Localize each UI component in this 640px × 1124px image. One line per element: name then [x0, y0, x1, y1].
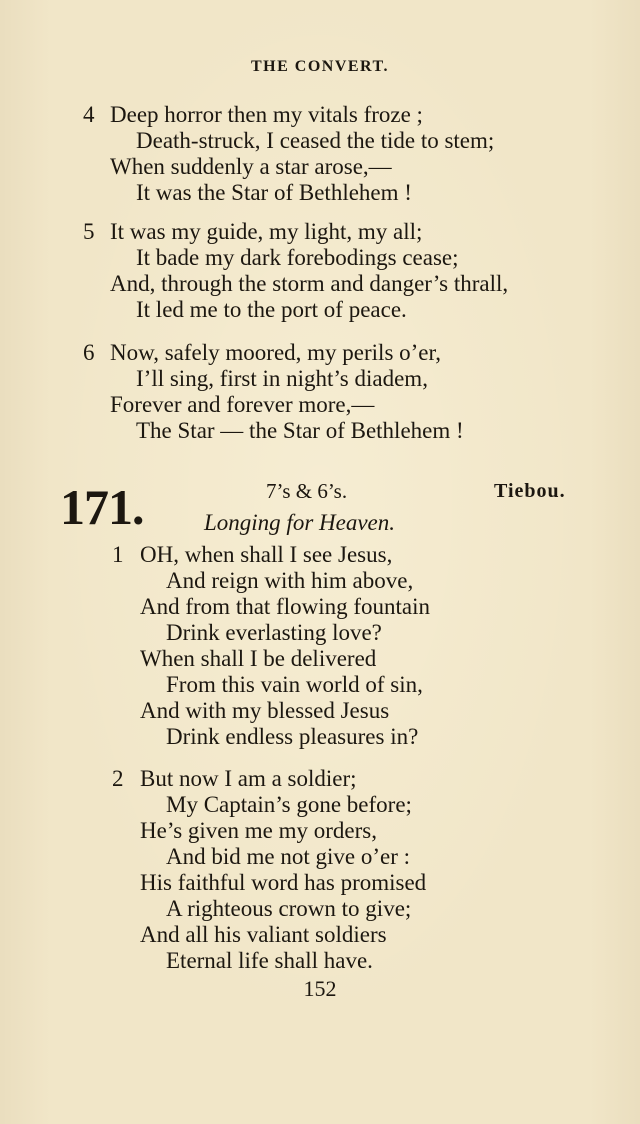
stanza-number: 5 — [83, 219, 95, 244]
verse-line: And reign with him above, — [166, 568, 414, 593]
stanza-number: 1 — [112, 542, 124, 567]
verse-line: When suddenly a star arose,— — [110, 154, 392, 179]
verse-line: And bid me not give o’er : — [166, 844, 411, 869]
hymn-title: Longing for Heaven. — [204, 510, 396, 535]
verse-line: Now, safely moored, my perils o’er, — [110, 340, 441, 365]
verse-line: A righteous crown to give; — [166, 896, 412, 921]
verse-line: And from that flowing fountain — [140, 594, 431, 619]
hymn-tune: Tiebou. — [494, 480, 566, 502]
verse-line: When shall I be delivered — [140, 646, 377, 671]
page-number: 152 — [303, 976, 337, 1001]
hymn-meter: 7’s & 6’s. — [266, 479, 348, 503]
verse-line: It was my guide, my light, my all; — [110, 219, 423, 244]
stanza-number: 6 — [83, 340, 95, 365]
hymn-number: 171. — [60, 479, 144, 535]
verse-line: From this vain world of sin, — [166, 672, 423, 697]
verse-line: But now I am a soldier; — [140, 766, 357, 791]
verse-line: OH, when shall I see Jesus, — [140, 542, 393, 567]
verse-line: It bade my dark forebodings cease; — [136, 245, 459, 270]
running-title: THE CONVERT. — [250, 58, 390, 75]
verse-line: He’s given me my orders, — [140, 818, 377, 843]
verse-line: My Captain’s gone before; — [166, 792, 412, 817]
verse-line: I’ll sing, first in night’s diadem, — [136, 366, 428, 391]
verse-line: Drink endless pleasures in? — [166, 724, 419, 749]
verse-line: The Star — the Star of Bethlehem ! — [136, 418, 464, 443]
verse-line: It led me to the port of peace. — [136, 297, 407, 322]
verse-line: And all his valiant soldiers — [140, 922, 387, 947]
stanza-number: 2 — [112, 766, 124, 791]
verse-line: And, through the storm and danger’s thrall, — [110, 271, 509, 296]
stanza-number: 4 — [83, 102, 95, 127]
verse-line: Eternal life shall have. — [166, 948, 373, 973]
verse-line: Forever and forever more,— — [110, 392, 375, 417]
verse-line: Death-struck, I ceased the tide to stem; — [136, 128, 495, 153]
verse-line: And with my blessed Jesus — [140, 698, 390, 723]
verse-line: Drink everlasting love? — [166, 620, 382, 645]
verse-line: His faithful word has promised — [140, 870, 427, 895]
verse-line: Deep horror then my vitals froze ; — [110, 102, 423, 127]
verse-line: It was the Star of Bethlehem ! — [136, 180, 412, 205]
